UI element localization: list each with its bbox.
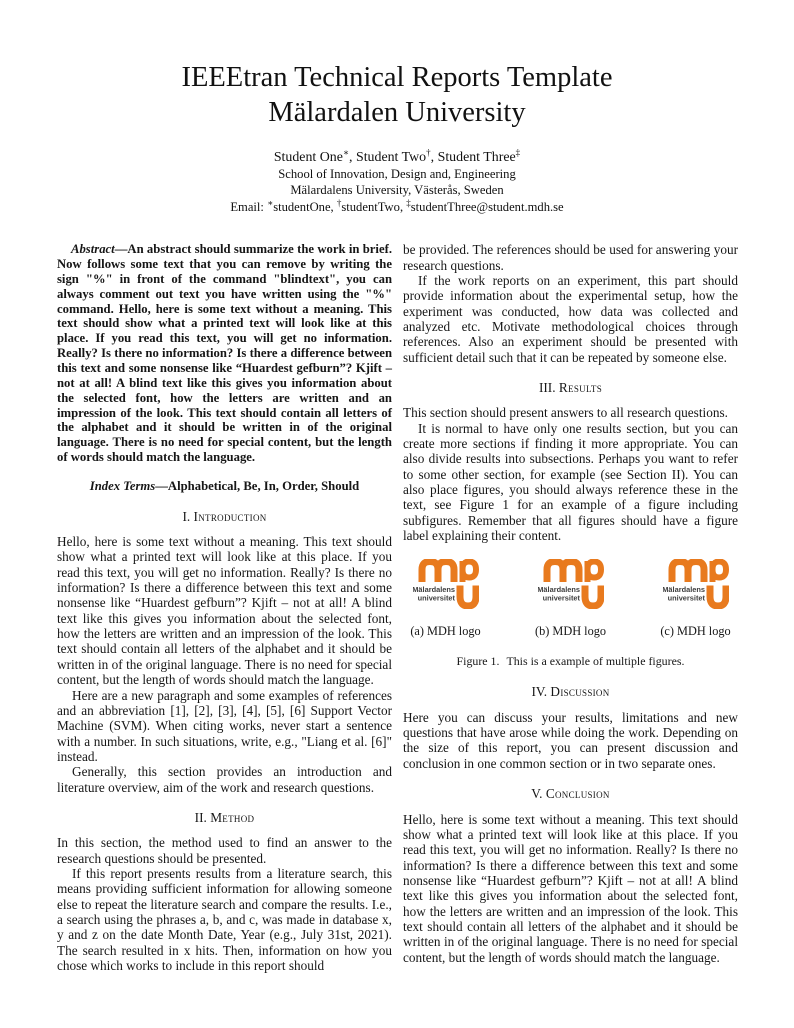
- author-separator: ,: [349, 150, 356, 165]
- logo-letter-d: [712, 561, 726, 582]
- subcaption-c: (c) MDH logo: [660, 623, 731, 638]
- index-terms-text: —Alphabetical, Be, In, Order, Should: [155, 478, 360, 493]
- logo-letter-u: [460, 586, 476, 607]
- paper-title-line1: IEEEtran Technical Reports Template: [181, 62, 613, 93]
- email-label: Email:: [230, 199, 264, 214]
- mdu-logo-icon: [413, 559, 479, 609]
- introduction-paragraph-2: Here are a new paragraph and some examples of references and an abbreviation [1], [2], [3], [4], [5], [6] Support Vector Machine (SVM). When citing works, never start a sentence with a number. In such situations, write, e.g., "Liang et al. [6]" instead.: [57, 687, 392, 764]
- results-paragraph-1: This section should present answers to all research questions.: [403, 405, 728, 421]
- abstract-text: —An abstract should summarize the work in brief. Now follows some text that you can remove by writing the sign "%" in front of the command "blindtext", you can always comment out text you have written using the "%" command. Hello, here is some text without a meaning. This text should show what a printed text will look like at this place. If you read this text, you will get no information. Really? Is there no information? Is there a difference between this text and some nonsense like “Huardest gefburn”? Kjift – not at all! A blind text like this gives you information about the selected font, how the letters are written and an impression of the look. This text should contain all letters of the alphabet and it should be written in of the original language. There is no need for special content, but the length of words should match the language.: [57, 242, 392, 465]
- logo-text-line1: Mälardalens: [662, 585, 705, 595]
- paper-title: [0, 60, 794, 130]
- author-2: Student Two: [355, 150, 427, 165]
- section-heading-introduction: [57, 509, 392, 524]
- subfigure-row: [403, 559, 738, 639]
- logo-text-line2: universitet: [667, 593, 705, 603]
- figure-1: [403, 559, 738, 669]
- section-heading-discussion: [403, 684, 738, 699]
- email-1: studentOne,: [273, 199, 334, 214]
- author-1-mark: ∗: [342, 147, 350, 158]
- logo-letter-m: [672, 562, 704, 583]
- logo-text-line1: Mälardalens: [412, 585, 455, 595]
- logo-text-line1: Mälardalens: [537, 585, 580, 595]
- author-1: Student One: [273, 150, 343, 165]
- index-terms: [57, 479, 392, 494]
- section-heading-conclusion: [403, 786, 738, 801]
- figure-caption-label: Figure 1.: [456, 654, 500, 669]
- email-2-mark: †: [336, 197, 342, 208]
- subfigure-b: [528, 559, 613, 639]
- introduction-paragraph-3: Generally, this section provides an introduction and literature overview, aim of the work and research questions.: [57, 764, 392, 795]
- section-heading-results: [403, 380, 738, 395]
- conclusion-paragraph-1: Hello, here is some text without a meaning. This text should show what a printed text will look like at this place. If you read this text, you will get no information. Really? Is there no information? Is there a difference between this text and some nonsense like “Huardest gefburn”? Kjift – not at all! A blind text like this gives you information about the selected font, how the letters are written and an impression of the look. This text should contain all letters of the alphabet and it should be written in of the original language. There is no need for special content, but the length of words should match the language.: [403, 811, 738, 965]
- email-3: studentThree@student.mdh.se: [410, 199, 564, 214]
- subcaption-b: (b) MDH logo: [534, 623, 607, 638]
- abstract-paragraph: [57, 242, 392, 465]
- email-1-mark: ∗: [267, 197, 274, 208]
- right-column: [403, 242, 738, 973]
- author-separator: ,: [430, 150, 438, 165]
- logo-letter-d: [587, 561, 601, 582]
- author-names: [0, 149, 794, 166]
- email-3-mark: ‡: [406, 197, 411, 208]
- paper-header: [0, 0, 794, 215]
- abstract-label: Abstract: [71, 242, 115, 257]
- section-heading-method: [57, 810, 392, 825]
- paper-title-line2: Mälardalen University: [268, 97, 526, 128]
- author-3-mark: ‡: [515, 147, 521, 158]
- logo-letter-d: [462, 561, 476, 582]
- introduction-paragraph-1: Hello, here is some text without a meaning. This text should show what a printed text will look like at this place. If you read this text, you will get no information. Really? Is there no information? Is there a difference between this text and some nonsense like “Huardest gefburn”? Kjift – not at all! A blind text like this gives you information about the selected font, how the letters are written and an impression of the look. This text should contain all letters of the alphabet and it should be written in of the original language. There is no need for special content, but the length of words should match the language.: [57, 534, 392, 688]
- section-title: Introduction: [193, 508, 267, 524]
- affiliation-university: Mälardalens University, Västerås, Sweden: [290, 183, 504, 198]
- figure-caption-text: This is a example of multiple figures.: [506, 654, 685, 669]
- subfigure-a: [403, 559, 488, 639]
- affiliation-school: School of Innovation, Design and, Engineering: [278, 167, 516, 181]
- section-number: II.: [194, 809, 207, 825]
- author-block: [0, 149, 794, 215]
- email-2: studentTwo,: [341, 199, 404, 214]
- logo-text-line2: universitet: [542, 593, 580, 603]
- method-paragraph-2: If this report presents results from a literature search, this means providing sufficient information for allowing someone else to repeat the literature search and compare the results. I.e., a search using the phrases a, b, and c, was made in database x, y and z on the date Month Date, Year (e.g., July 31st, 2021). The search resulted in x hits. Then, information on how you chose which works to include in this report should: [57, 865, 392, 973]
- method-paragraph-continuation: be provided. The references should be used for answering your research questions.: [403, 242, 738, 273]
- section-title: Conclusion: [545, 786, 610, 802]
- logo-letter-m: [547, 562, 579, 583]
- section-title: Discussion: [550, 684, 610, 700]
- section-number: V.: [531, 786, 543, 802]
- logo-text-line2: universitet: [417, 593, 455, 603]
- author-email-line: [0, 199, 794, 215]
- logo-letter-u: [585, 586, 601, 607]
- section-number: IV.: [531, 684, 548, 700]
- discussion-paragraph-1: Here you can discuss your results, limitations and new questions that have arose while doing the work. Depending on the size of this report, you can present discussion and conclusion in one common section or in two separate ones.: [403, 709, 738, 771]
- logo-letter-u: [710, 586, 726, 607]
- mdu-logo-icon: [663, 559, 729, 609]
- section-number: I.: [182, 508, 191, 524]
- two-column-body: [0, 215, 794, 973]
- mdu-logo-icon: [538, 559, 604, 609]
- logo-letter-m: [422, 562, 454, 583]
- method-paragraph-1: In this section, the method used to find an answer to the research questions should be presented.: [57, 835, 392, 866]
- figure-caption: [403, 654, 738, 669]
- author-2-mark: †: [426, 147, 431, 158]
- subcaption-a: (a) MDH logo: [410, 623, 481, 638]
- author-3: Student Three: [437, 150, 516, 165]
- section-title: Results: [558, 379, 603, 395]
- results-paragraph-2: It is normal to have only one results section, but you can create more sections if finding it more appropriate. You can also divide results into subsections. Perhaps you want to refer to some other section, for example (see Section II). You can also place figures, you should always reference these in the text, see Figure 1 for an example of a figure including subfigures. Remember that all figures should have a figure label explaining their content.: [403, 420, 738, 544]
- left-column: [57, 242, 392, 973]
- subfigure-c: [653, 559, 738, 639]
- index-terms-label: Index Terms: [89, 478, 156, 493]
- method-paragraph-3: If the work reports on an experiment, this part should provide information about the experimental setup, how the experiment was conducted, how data was collected and analyzed etc. Motivate methodological choices through references. Also an experiment should be presented with sufficient detail such that it can be repeated by someone else.: [403, 272, 738, 365]
- section-title: Method: [210, 809, 255, 825]
- section-number: III.: [538, 379, 556, 395]
